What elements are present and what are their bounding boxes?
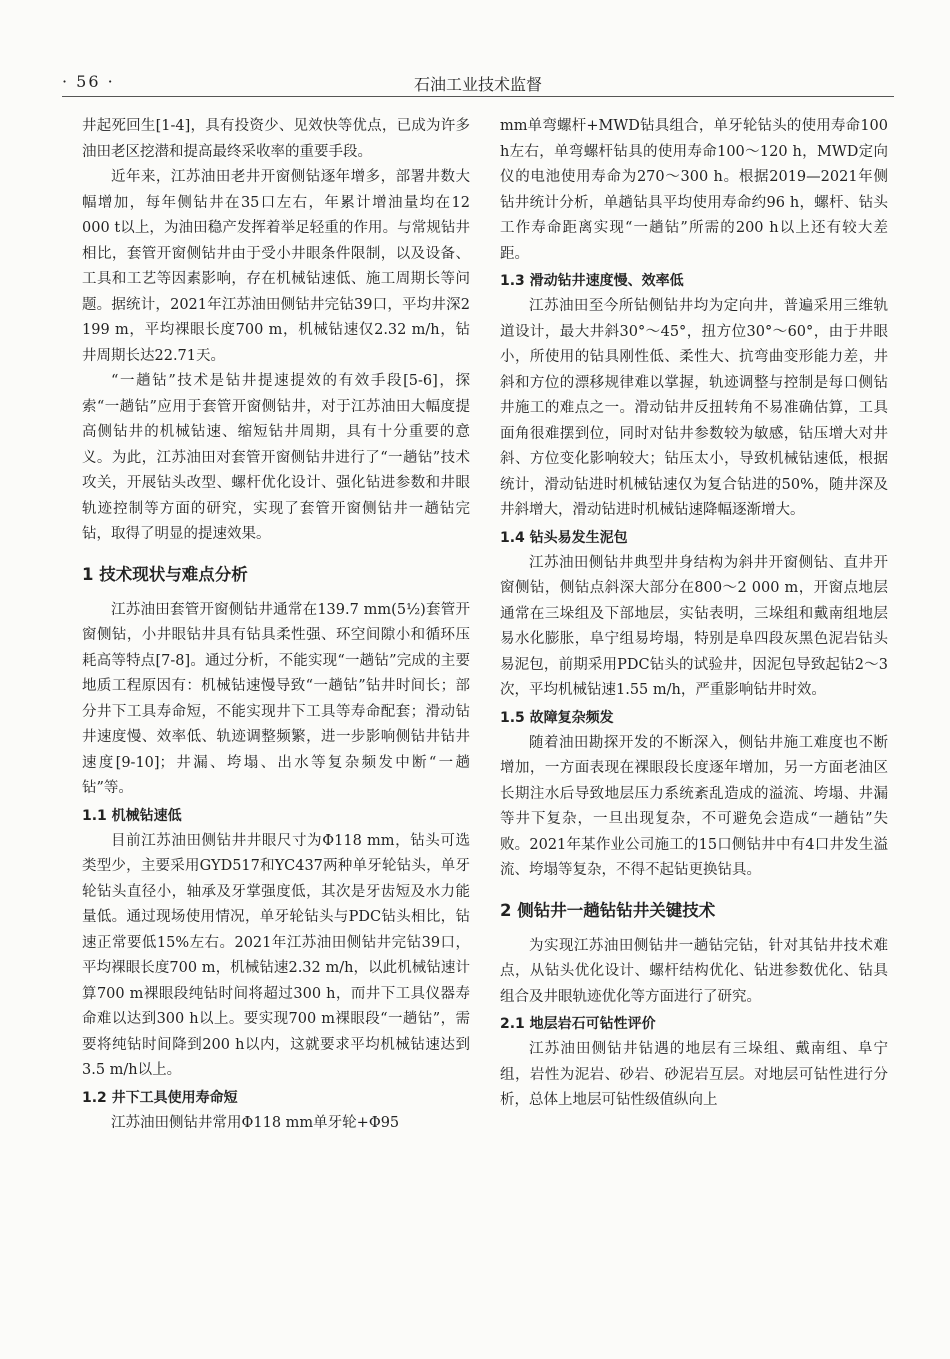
left-column <box>82 114 470 1136</box>
page-number: · 56 · <box>62 72 115 91</box>
paragraph: 江苏油田侧钻井常用Φ118 mm单牙轮+Φ95 <box>111 1114 400 1131</box>
journal-title: 石油工业技术监督 <box>413 75 542 94</box>
paragraph: 江苏油田套管开窗侧钻井通常在139.7 mm(5½)套管开窗侧钻，小井眼钻井具有钻具柔性强、环空间隙小和循环压耗高等特点[7-8]。通过分析，不能实现“一趟钻”完成的主要地质工程原因有：机械钻速慢导致“一趟钻”钻井时间长；部分井下工具寿命短，不能实现井下工具等寿命配套；滑动钻井速度慢、效率低、轨迹调整频繁，进一步影响侧钻井钻井速度[9-10]；井漏、垮塌、出水等复杂频发中断“一趟钻”等。 <box>82 601 470 796</box>
paragraph: 江苏油田侧钻井钻遇的地层有三垛组、戴南组、阜宁组，岩性为泥岩、砂岩、砂泥岩互层。对地层可钻性进行分析，总体上地层可钻性级值纵向上 <box>500 1041 888 1108</box>
subsection-heading: 1.3 滑动钻井速度慢、效率低 <box>500 273 684 289</box>
paragraph: 随着油田勘探开发的不断深入，侧钻井施工难度也不断增加，一方面表现在裸眼段长度逐年增加，另一方面老油区长期注水后导致地层压力系统紊乱造成的溢流、垮塌、井漏等井下复杂，一旦出现复杂，不可避免会造成“一趟钻”失败。2021年某作业公司施工的15口侧钻井中有4口井发生溢流、垮塌等复杂，不得不起钻更换钻具。 <box>500 734 888 878</box>
paragraph: “一趟钻”技术是钻井提速提效的有效手段[5-6]，探索“一趟钻”应用于套管开窗侧钻井，对于江苏油田大幅度提高侧钻井的机械钻速、缩短钻井周期，具有十分重要的意义。为此，江苏油田对套管开窗侧钻井进行了“一趟钻”技术攻关，开展钻头改型、螺杆优化设计、强化钻进参数和井眼轨迹控制等方面的研究，实现了套管开窗侧钻井一趟钻完钻，取得了明显的提速效果。 <box>82 373 470 542</box>
paragraph: 江苏油田至今所钻侧钻井均为定向井，普遍采用三维轨道设计，最大井斜30°～45°，扭方位30°～60°，由于井眼小，所使用的钻具刚性低、柔性大、抗弯曲变形能力差，井斜和方位的漂移规律难以掌握，轨迹调整与控制是每口侧钻井施工的难点之一。滑动钻井反扭转角不易准确估算，工具面角很难摆到位，同时对钻井参数较为敏感，钻压增大对井斜、方位变化影响较大；钻压太小，导致机械钻速低，根据统计，滑动钻进时机械钻速仅为复合钻进的50%，随井深及井斜增大，滑动钻进时机械钻速降幅逐渐增大。 <box>500 298 888 518</box>
right-column <box>500 114 888 1114</box>
paragraph: 江苏油田侧钻井典型井身结构为斜井开窗侧钻、直井开窗侧钻，侧钻点斜深大部分在800～2 000 m，开窗点地层通常在三垛组及下部地层，实钻表明，三垛组和戴南组地层易水化膨胀，阜宁组易垮塌，特别是阜四段灰黑色泥岩钻头易泥包，前期采用PDC钻头的试验井，因泥包导致起钻2～3次，平均机械钻速1.55 m/h，严重影响钻井时效。 <box>500 554 888 698</box>
paragraph: mm单弯螺杆+MWD钻具组合，单牙轮钻头的使用寿命100 h左右，单弯螺杆钻具的使用寿命100～120 h，MWD定向仪的电池使用寿命为270～300 h。根据2019—2021年侧钻井统计分析，单趟钻具平均使用寿命约96 h，螺杆、钻头工作寿命距离实现“一趟钻”所需的200 h以上还有较大差距。 <box>500 118 888 262</box>
subsection-heading: 1.4 钻头易发生泥包 <box>500 529 628 546</box>
paragraph: 近年来，江苏油田老井开窗侧钻逐年增多，部署井数大幅增加，每年侧钻井在35口左右，年累计增油量均在12 000 t以上，为油田稳产发挥着举足轻重的作用。与常规钻井相比，套管开窗侧钻井由于受小井眼条件限制，以及设备、工具和工艺等因素影响，存在机械钻速低、施工周期长等问题。据统计，2021年江苏油田侧钻井完钻39口，平均井深2 199 m，平均裸眼长度700 m，机械钻速仅2.32 m/h，钻井周期长达22.71天。 <box>82 169 470 364</box>
paragraph: 井起死回生[1-4]，具有投资少、见效快等优点，已成为许多油田老区挖潜和提高最终采收率的重要手段。 <box>82 118 470 160</box>
page-header <box>62 64 894 97</box>
subsection-heading: 2.1 地层岩石可钻性评价 <box>500 1016 656 1032</box>
section-heading: 2 侧钻井一趟钻钻井关键技术 <box>500 900 716 920</box>
section-heading: 1 技术现状与难点分析 <box>82 564 248 584</box>
paragraph: 目前江苏油田侧钻井井眼尺寸为Φ118 mm，钻头可选类型少，主要采用GYD517和YC437两种单牙轮钻头，单牙轮钻头直径小，轴承及牙掌强度低，其次是牙齿短及水力能量低。通过现场使用情况，单牙轮钻头与PDC钻头相比，钻速正常要低15%左右。2021年江苏油田侧钻井完钻39口，平均裸眼长度700 m，机械钻速2.32 m/h，以此机械钻速计算700 m裸眼段纯钻时间将超过300 h，而井下工具仪器寿命难以达到300 h以上。要实现700 m裸眼段“一趟钻”，需要将纯钻时间降到200 h以内，这就要求平均机械钻速达到3.5 m/h以上。 <box>82 832 470 1078</box>
subsection-heading: 1.5 故障复杂频发 <box>500 709 614 726</box>
paragraph: 为实现江苏油田侧钻井一趟钻完钻，针对其钻井技术难点，从钻头优化设计、螺杆结构优化、钻进参数优化、钻具组合及井眼轨迹优化等方面进行了研究。 <box>500 937 888 1005</box>
subsection-heading: 1.2 井下工具使用寿命短 <box>82 1089 238 1106</box>
subsection-heading: 1.1 机械钻速低 <box>82 807 182 824</box>
